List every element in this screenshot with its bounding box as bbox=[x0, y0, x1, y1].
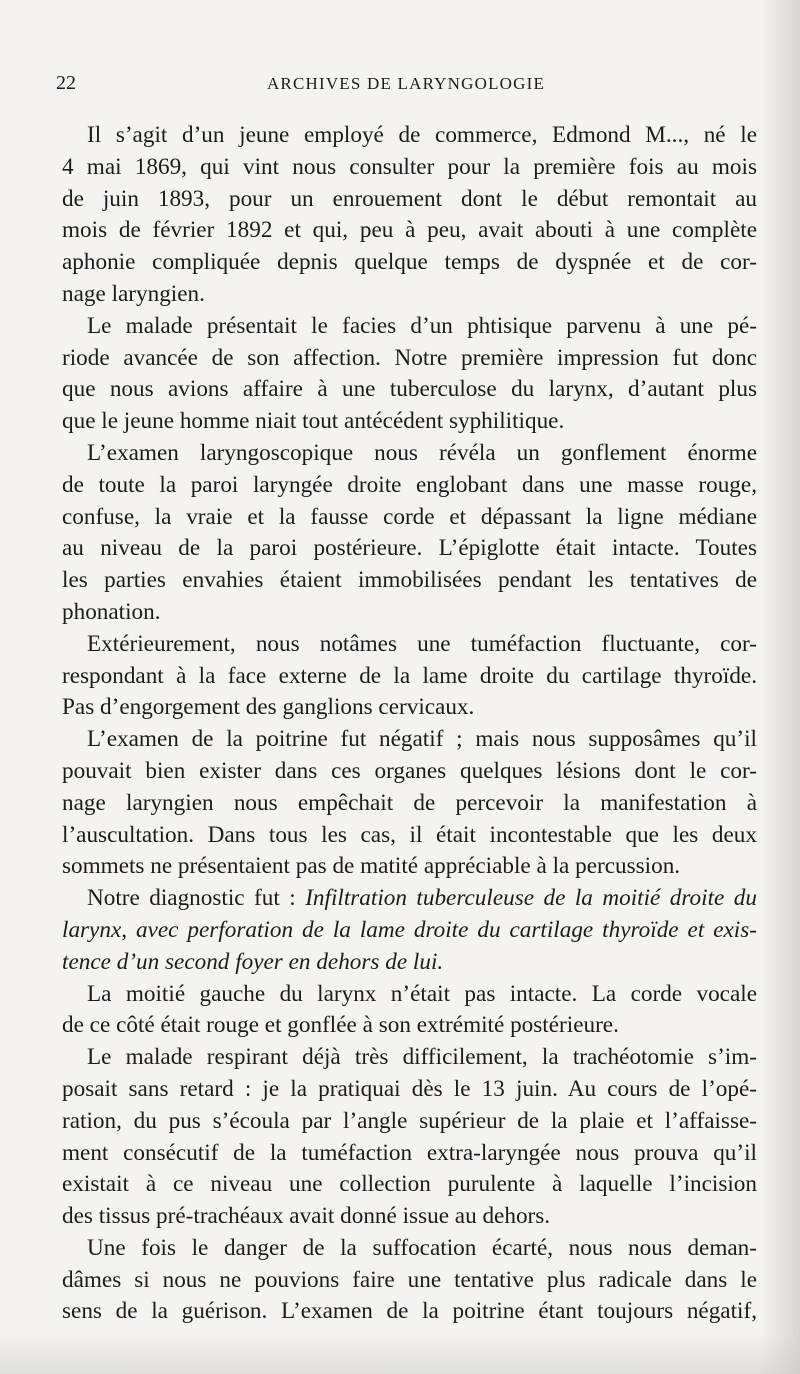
text-line-italic: Infiltration tuberculeuse de la moitié droite du bbox=[305, 885, 757, 912]
text-line bbox=[62, 247, 757, 279]
text-line-roman: les parties envahies étaient immobilisées pendant les tentatives de bbox=[62, 567, 757, 594]
text-line bbox=[62, 915, 757, 947]
text-line-roman: Il s’agit d’un jeune employé de commerce, Edmond M..., né le bbox=[87, 122, 757, 148]
text-line-roman: mois de février 1892 et qui, peu à peu, avait abouti à une complète bbox=[62, 217, 757, 244]
text-line-roman: de toute la paroi laryngée droite englobant dans une masse rouge, bbox=[62, 471, 757, 498]
text-line-roman: sommets ne présentaient pas de matité appréciable à la percussion. bbox=[62, 853, 681, 880]
text-line-roman: L’examen laryngoscopique nous révéla un gonflement énorme bbox=[87, 439, 757, 466]
text-line bbox=[62, 597, 757, 629]
text-line-roman: pouvait bien exister dans ces organes quelques lésions dont le cor- bbox=[62, 757, 757, 784]
text-line bbox=[62, 374, 757, 406]
text-line-italic: tence d’un second foyer en dehors de lui. bbox=[62, 948, 444, 975]
text-line bbox=[62, 851, 757, 883]
text-line bbox=[62, 1296, 757, 1328]
text-line-roman: au niveau de la paroi postérieure. L’épiglotte était intacte. Toutes bbox=[62, 535, 757, 562]
text-line bbox=[62, 1138, 757, 1170]
text-line-roman: confuse, la vraie et la fausse corde et dépassant la ligne médiane bbox=[62, 503, 757, 530]
text-line bbox=[62, 1074, 757, 1106]
text-line-roman: existait à ce niveau une collection purulente à laquelle l’incision bbox=[62, 1171, 757, 1198]
body-text bbox=[62, 120, 757, 1328]
text-line-roman: Notre diagnostic fut : bbox=[87, 885, 306, 912]
text-line-roman: Le malade respirant déjà très difficilement, la trachéotomie s’im- bbox=[87, 1044, 757, 1071]
text-line bbox=[62, 883, 757, 915]
text-line-roman: Le malade présentait le facies d’un phtisique parvenu à une pé- bbox=[87, 312, 757, 339]
text-line-roman: ment consécutif de la tuméfaction extra-laryngée nous prouva qu’il bbox=[62, 1139, 757, 1166]
text-line-roman: 4 mai 1869, qui vint nous consulter pour la première fois au mois bbox=[62, 153, 757, 180]
page-number: 22 bbox=[56, 72, 76, 94]
page-bottom-shadow bbox=[0, 1334, 800, 1374]
text-line-roman: nage laryngien. bbox=[62, 280, 205, 307]
text-line bbox=[62, 788, 757, 820]
text-line-roman: respondant à la face externe de la lame droite du cartilage thyroïde. bbox=[62, 662, 757, 689]
text-line bbox=[62, 1201, 757, 1233]
text-line-roman: ration, du pus s’écoula par l’angle supérieur de la plaie et l’affaisse- bbox=[62, 1107, 757, 1134]
page-edge-shadow bbox=[760, 0, 800, 1374]
text-line bbox=[62, 533, 757, 565]
text-line-roman: l’auscultation. Dans tous les cas, il était incontestable que les deux bbox=[62, 821, 757, 848]
text-line-roman: Une fois le danger de la suffocation écarté, nous nous deman- bbox=[87, 1234, 757, 1261]
page-header bbox=[56, 72, 756, 102]
text-line-roman: Extérieurement, nous notâmes une tuméfaction fluctuante, cor- bbox=[87, 630, 757, 657]
text-line bbox=[62, 1010, 757, 1042]
running-head: ARCHIVES DE LARYNGOLOGIE bbox=[266, 74, 546, 93]
text-line bbox=[62, 1169, 757, 1201]
text-line-roman: La moitié gauche du larynx n’était pas intacte. La corde vocale bbox=[87, 980, 757, 1007]
text-line bbox=[62, 438, 757, 470]
text-line bbox=[62, 502, 757, 534]
text-line-roman: nage laryngien nous empêchait de percevoir la manifestation à bbox=[62, 789, 757, 816]
text-line-roman: L’examen de la poitrine fut négatif ; mais nous supposâmes qu’il bbox=[87, 726, 757, 753]
text-line bbox=[62, 184, 757, 216]
text-line bbox=[62, 756, 757, 788]
text-line bbox=[62, 343, 757, 375]
text-line bbox=[62, 629, 757, 661]
text-line-roman: sens de la guérison. L’examen de la poitrine étant toujours négatif, bbox=[62, 1298, 757, 1325]
text-line-roman: que le jeune homme niait tout antécédent syphilitique. bbox=[62, 408, 565, 435]
text-line bbox=[62, 406, 757, 438]
text-line-roman: Pas d’engorgement des ganglions cervicaux. bbox=[62, 694, 475, 721]
text-line-italic: larynx, avec perforation de la lame droite du cartilage thyroïde et exis- bbox=[62, 916, 757, 943]
text-line bbox=[62, 1233, 757, 1265]
text-line-roman: de ce côté était rouge et gonflée à son extrémité postérieure. bbox=[62, 1012, 619, 1039]
text-line bbox=[62, 692, 757, 724]
text-line-roman: dâmes si nous ne pouvions faire une tentative plus radicale dans le bbox=[62, 1266, 757, 1293]
text-line-roman: aphonie compliquée depnis quelque temps de dyspnée et de cor- bbox=[62, 249, 757, 276]
text-line bbox=[62, 470, 757, 502]
text-line-roman: posait sans retard : je la pratiquai dès le 13 juin. Au cours de l’opé- bbox=[62, 1075, 757, 1102]
text-line-roman: phonation. bbox=[62, 598, 161, 625]
text-line bbox=[62, 120, 757, 152]
text-line-roman: des tissus pré-trachéaux avait donné issue au dehors. bbox=[62, 1203, 551, 1230]
text-line-roman: de juin 1893, pour un enrouement dont le début remontait au bbox=[62, 185, 757, 212]
text-line bbox=[62, 947, 757, 979]
text-line bbox=[62, 979, 757, 1011]
text-line bbox=[62, 661, 757, 693]
text-line bbox=[62, 152, 757, 184]
text-line bbox=[62, 279, 757, 311]
text-line bbox=[62, 724, 757, 756]
text-line-roman: que nous avions affaire à une tuberculose du larynx, d’autant plus bbox=[62, 376, 757, 403]
text-line bbox=[62, 1042, 757, 1074]
text-line bbox=[62, 1106, 757, 1138]
text-line bbox=[62, 565, 757, 597]
text-line bbox=[62, 311, 757, 343]
text-line-roman: riode avancée de son affection. Notre première impression fut donc bbox=[62, 344, 757, 371]
text-line bbox=[62, 1265, 757, 1297]
text-line bbox=[62, 820, 757, 852]
text-line bbox=[62, 215, 757, 247]
